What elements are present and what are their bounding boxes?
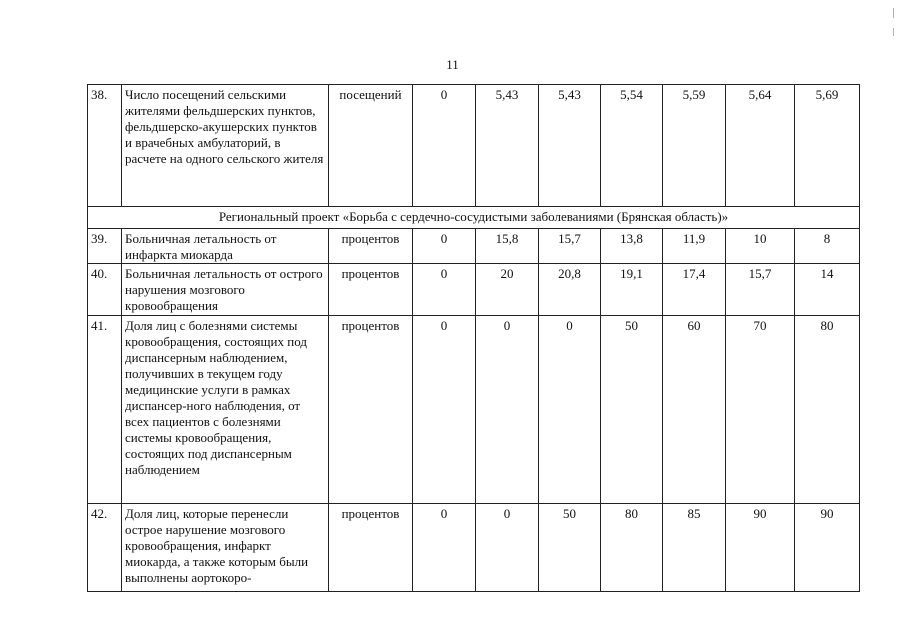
unit-cell: процентов: [329, 229, 413, 264]
value-cell: 5,54: [601, 85, 663, 207]
value-cell: 80: [601, 504, 663, 592]
row-number: 40.: [88, 264, 122, 316]
value-cell: 14: [795, 264, 860, 316]
value-cell: 5,43: [476, 85, 539, 207]
value-cell: 80: [795, 316, 860, 504]
scan-edge-mark: [893, 28, 894, 36]
value-cell: 5,59: [663, 85, 726, 207]
indicator-name: Число посещений сельскими жителями фельдшерских пунктов, фельдшерско-акушерских пунктов и врачебных амбулаторий, в расчете на одного сельского жителя: [122, 85, 329, 207]
value-cell: 15,8: [476, 229, 539, 264]
value-cell: 19,1: [601, 264, 663, 316]
value-cell: 0: [413, 85, 476, 207]
value-cell: 50: [539, 504, 601, 592]
value-cell: 17,4: [663, 264, 726, 316]
value-cell: 15,7: [539, 229, 601, 264]
value-cell: 90: [726, 504, 795, 592]
value-cell: 0: [539, 316, 601, 504]
value-cell: 0: [476, 504, 539, 592]
section-title: Региональный проект «Борьба с сердечно-сосудистыми заболеваниями (Брянская область)»: [88, 207, 860, 229]
page-number: 11: [446, 57, 459, 72]
value-cell: 70: [726, 316, 795, 504]
table-row: [88, 85, 860, 207]
indicator-name: Доля лиц с болезнями системы кровообращения, состоящих под диспансерным наблюдением, получивших в текущем году медицинские услуги в рамках диспансер-ного наблюдения, от всех пациентов с болезнями системы кровообращения, состоящих под диспансерным наблюдением: [122, 316, 329, 504]
value-cell: 50: [601, 316, 663, 504]
value-cell: 5,43: [539, 85, 601, 207]
value-cell: 11,9: [663, 229, 726, 264]
indicator-name: Доля лиц, которые перенесли острое нарушение мозгового кровообращения, инфаркт миокарда, а также которым были выполнены аортокоро-: [122, 504, 329, 592]
unit-cell: процентов: [329, 316, 413, 504]
value-cell: 0: [413, 504, 476, 592]
value-cell: 8: [795, 229, 860, 264]
scan-edge-mark: [893, 8, 894, 18]
table-row: [88, 229, 860, 264]
row-number: 38.: [88, 85, 122, 207]
value-cell: 0: [413, 316, 476, 504]
row-number: 39.: [88, 229, 122, 264]
value-cell: 20: [476, 264, 539, 316]
value-cell: 0: [413, 229, 476, 264]
value-cell: 0: [476, 316, 539, 504]
indicator-name: Больничная летальность от острого нарушения мозгового кровообращения: [122, 264, 329, 316]
value-cell: 10: [726, 229, 795, 264]
indicators-table: [87, 84, 860, 592]
table-row: [88, 316, 860, 504]
row-number: 41.: [88, 316, 122, 504]
section-row: [88, 207, 860, 229]
indicator-name: Больничная летальность от инфаркта миокарда: [122, 229, 329, 264]
unit-cell: процентов: [329, 264, 413, 316]
value-cell: 0: [413, 264, 476, 316]
value-cell: 15,7: [726, 264, 795, 316]
value-cell: 5,69: [795, 85, 860, 207]
table-row: [88, 264, 860, 316]
row-number: 42.: [88, 504, 122, 592]
unit-cell: процентов: [329, 504, 413, 592]
value-cell: 85: [663, 504, 726, 592]
value-cell: 60: [663, 316, 726, 504]
table-row: [88, 504, 860, 592]
value-cell: 20,8: [539, 264, 601, 316]
value-cell: 5,64: [726, 85, 795, 207]
value-cell: 90: [795, 504, 860, 592]
value-cell: 13,8: [601, 229, 663, 264]
unit-cell: посещений: [329, 85, 413, 207]
